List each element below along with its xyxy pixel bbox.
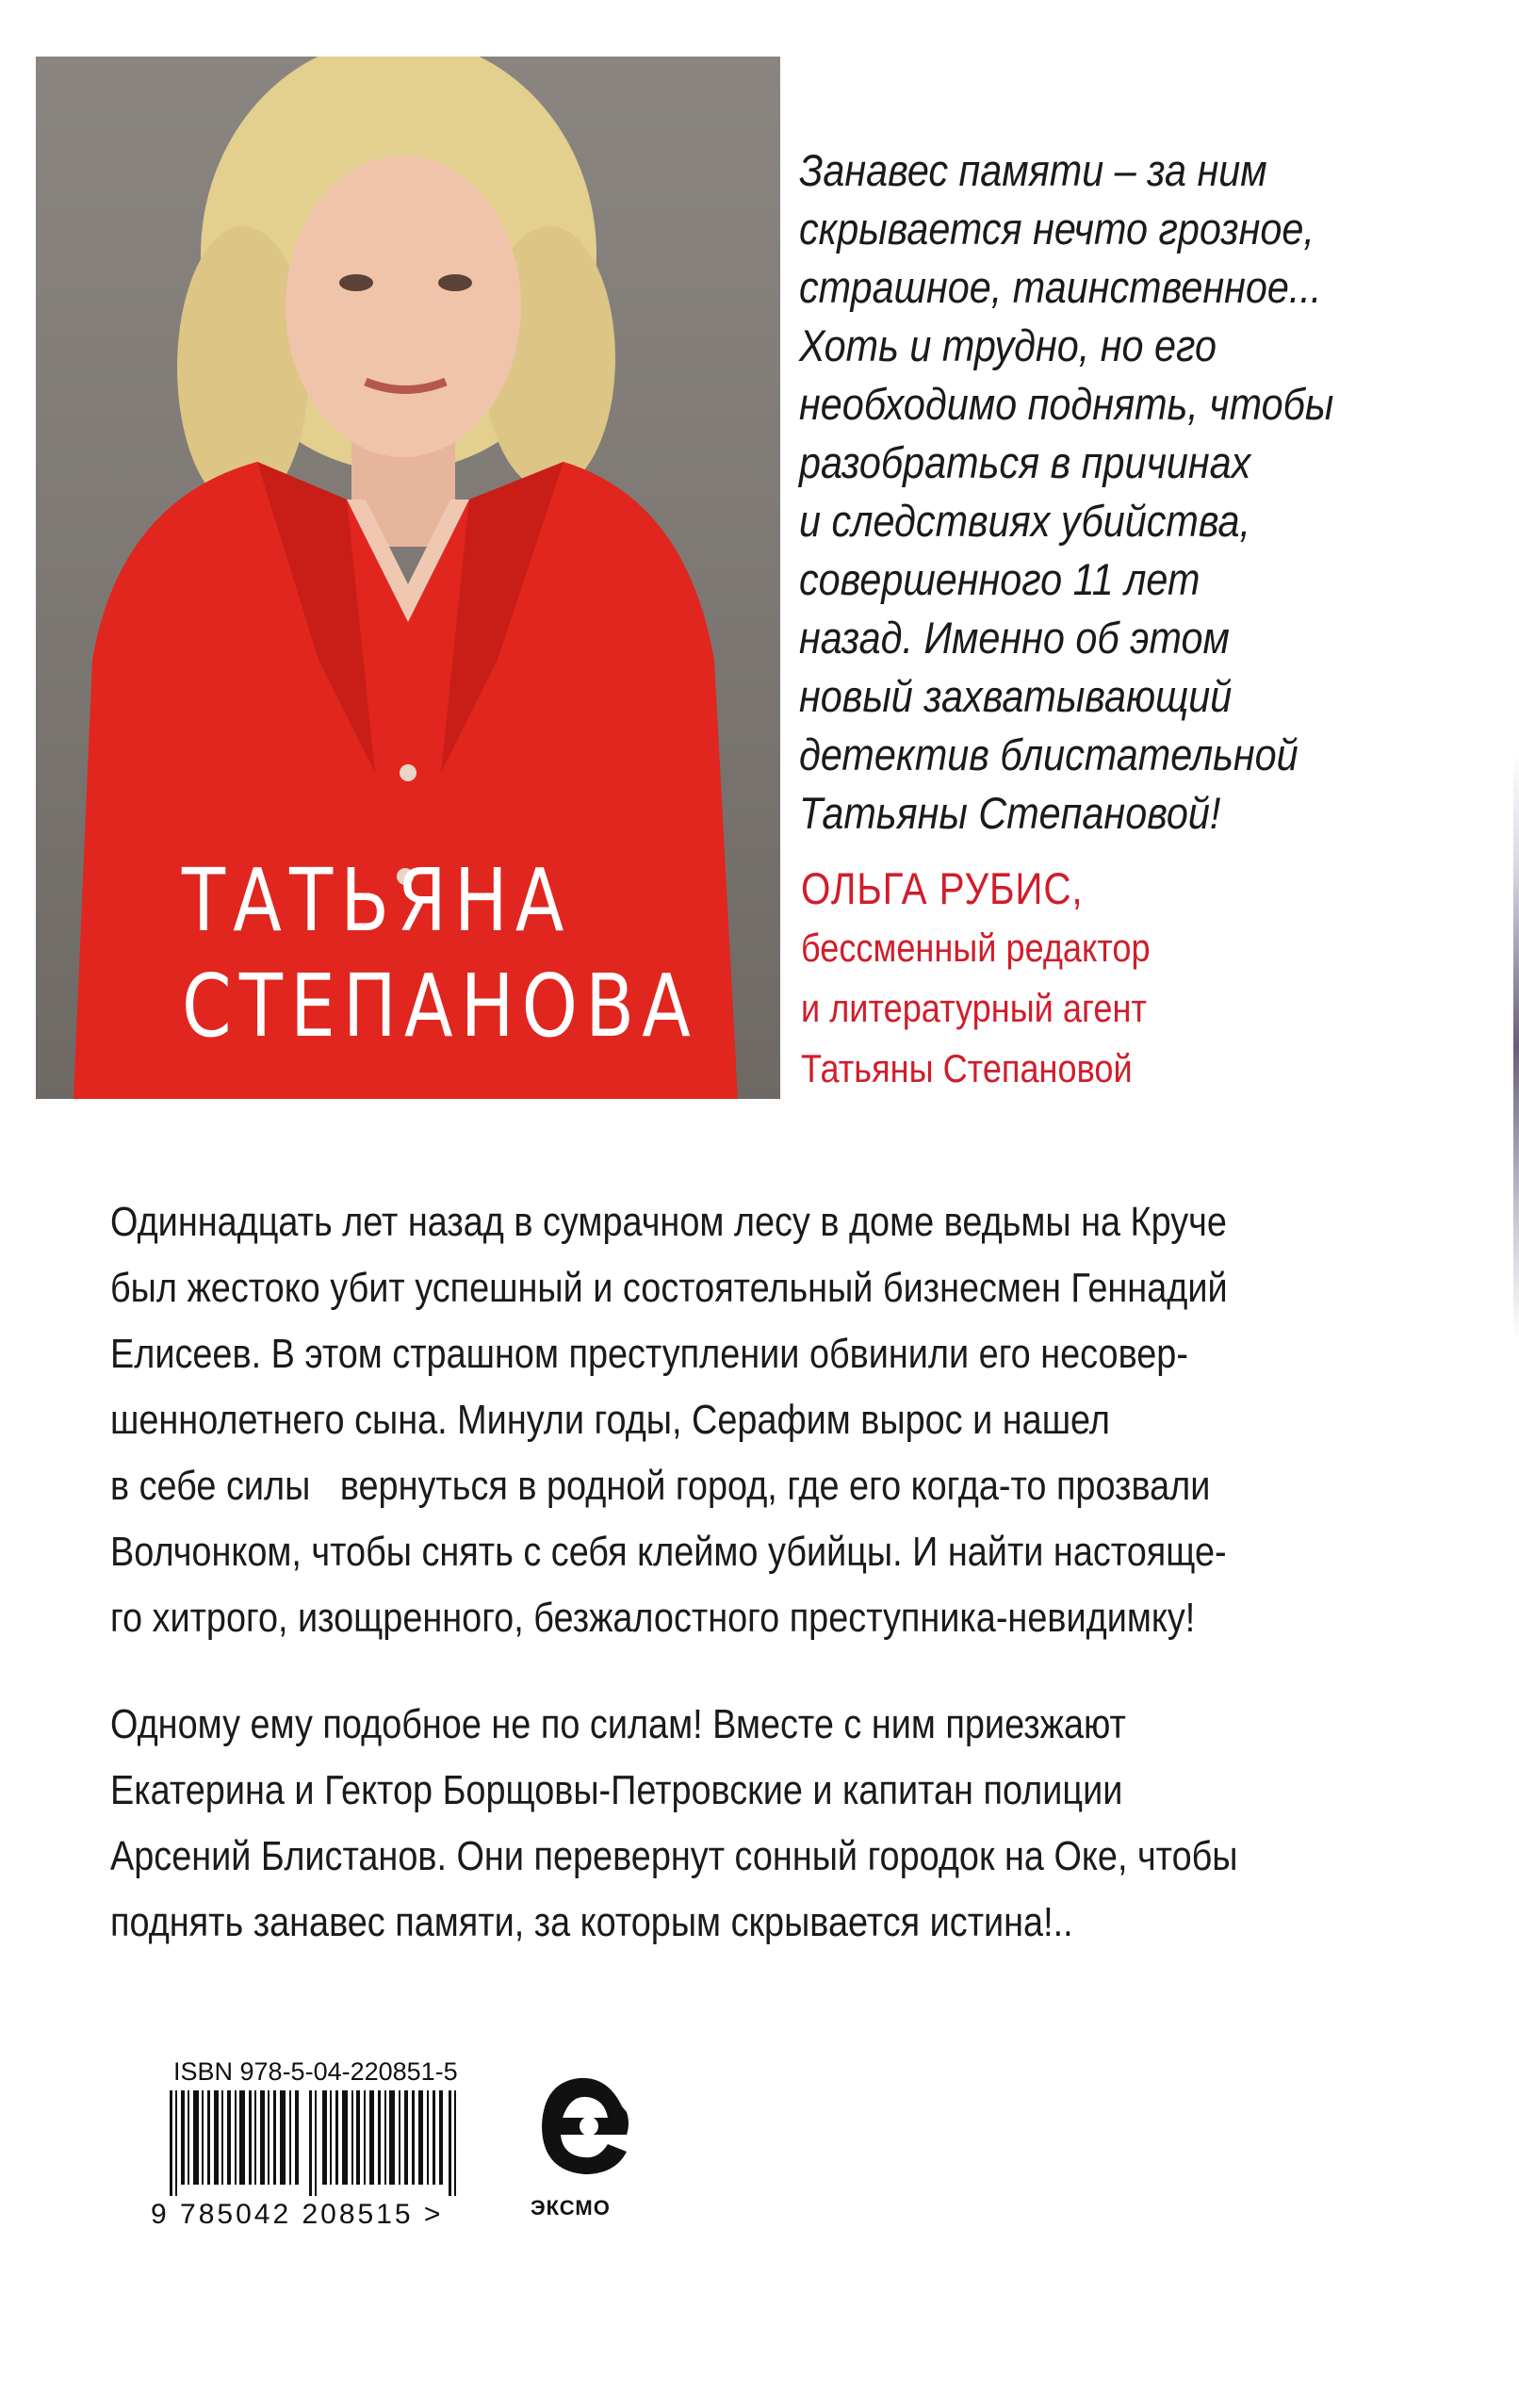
barcode-digits: 9 785042 208515 > <box>151 2199 444 2230</box>
blurb-line: скрывается нечто грозное, <box>799 204 1315 254</box>
publisher-name: ЭКСМО <box>531 2196 611 2220</box>
author-first-name: ТАТЬЯНА <box>182 850 572 951</box>
credit-line: бессменный редактор <box>801 926 1151 970</box>
quote-credit <box>801 860 1151 1099</box>
annotation-line: в себе силы вернуться в родной город, где его когда-то прозвали <box>110 1463 1211 1509</box>
isbn-label: ISBN 978-5-04-220851-5 <box>173 2057 458 2086</box>
eksmo-logo-icon <box>532 2069 636 2191</box>
annotation-line: Волчонком, чтобы снять с себя клеймо убийцы. И найти настояще- <box>110 1529 1227 1575</box>
annotation-paragraph-2 <box>110 1692 1238 1956</box>
blurb-line: страшное, таинственное... <box>799 262 1322 312</box>
author-last-name: СТЕПАНОВА <box>182 956 699 1057</box>
author-photo <box>36 57 780 1099</box>
blurb-line: и следствиях убийства, <box>799 496 1251 546</box>
blurb-quote <box>799 141 1334 843</box>
blurb-line: назад. Именно об этом <box>799 613 1230 663</box>
credit-line: Татьяны Степановой <box>801 1046 1133 1090</box>
annotation-line: был жестоко убит успешный и состоятельный бизнесмен Геннадий <box>110 1265 1228 1311</box>
blurb-line: необходимо поднять, чтобы <box>799 379 1334 429</box>
barcode-icon <box>170 2090 471 2196</box>
annotation-paragraph-1 <box>110 1189 1228 1651</box>
annotation-line: Арсений Блистанов. Они перевернут сонный городок на Оке, чтобы <box>110 1833 1238 1879</box>
blurb-line: новый захватывающий <box>799 671 1233 721</box>
credit-line: и литературный агент <box>801 986 1147 1030</box>
annotation-line: Екатерина и Гектор Борщовы-Петровские и капитан полиции <box>110 1767 1123 1813</box>
spine-edge <box>1513 754 1519 1338</box>
blurb-line: разобраться в причинах <box>799 437 1251 487</box>
blurb-line: Татьяны Степановой! <box>799 788 1221 838</box>
blurb-line: совершенного 11 лет <box>799 554 1200 604</box>
annotation-line: шеннолетнего сына. Минули годы, Серафим вырос и нашел <box>110 1397 1110 1443</box>
credit-name: ОЛЬГА РУБИС, <box>801 863 1084 913</box>
blurb-line: Занавес памяти – за ним <box>799 145 1267 195</box>
annotation-line: го хитрого, изощренного, безжалостного преступника-невидимку! <box>110 1595 1196 1641</box>
blurb-line: Хоть и трудно, но его <box>799 320 1217 370</box>
annotation-line: поднять занавес памяти, за которым скрывается истина!.. <box>110 1899 1073 1945</box>
author-name <box>182 848 698 1059</box>
annotation-line: Елисеев. В этом страшном преступлении обвинили его несовер- <box>110 1331 1188 1377</box>
annotation-line: Одиннадцать лет назад в сумрачном лесу в доме ведьмы на Круче <box>110 1199 1227 1245</box>
blurb-line: детектив блистательной <box>799 729 1298 779</box>
annotation-line: Одному ему подобное не по силам! Вместе с ним приезжают <box>110 1701 1126 1747</box>
